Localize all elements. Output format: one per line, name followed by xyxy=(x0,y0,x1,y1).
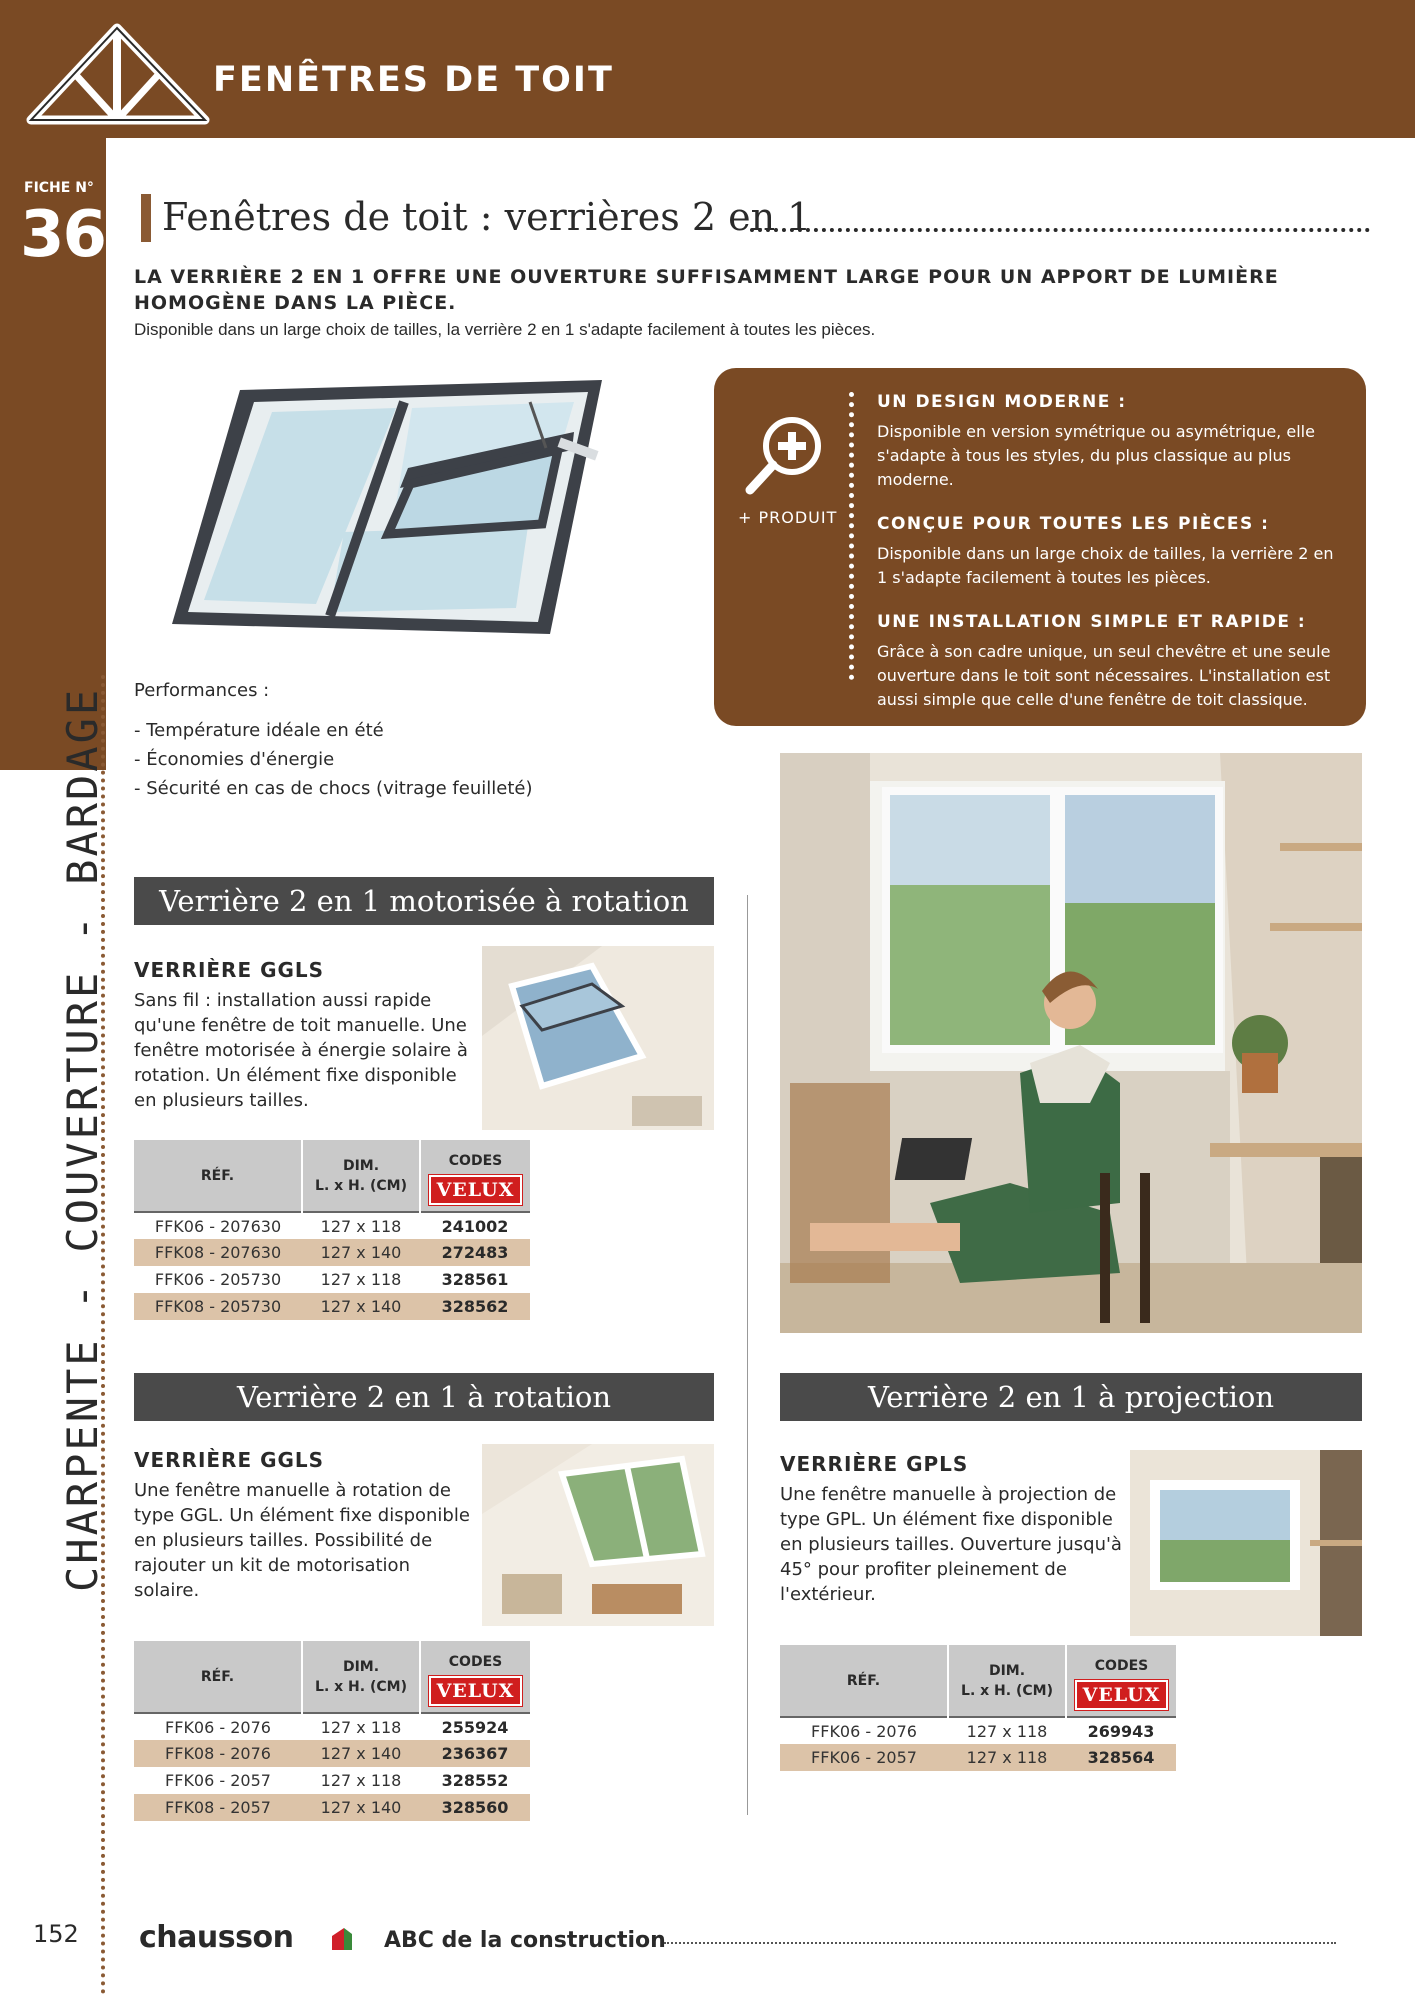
section-bar-rotation: Verrière 2 en 1 à rotation xyxy=(134,1373,714,1421)
category-label: CHARPENTE - COUVERTURE - BARDAGE xyxy=(58,686,107,1592)
product-name: VERRIÈRE GGLS xyxy=(134,1448,325,1472)
velux-logo: VELUX xyxy=(1075,1680,1169,1710)
product-description: Sans fil : installation aussi rapide qu'une fenêtre de toit manuelle. Une fenêtre motorisée à énergie solaire à rotation. Un élément fixe disponible en plusieurs tailles. xyxy=(134,990,468,1111)
produit-text: Disponible dans un large choix de tailles, la verrière 2 en 1 s'adapte facilement à toutes les pièces. xyxy=(877,544,1334,587)
produit-text: Grâce à son cadre unique, un seul chevêtre et une seule ouverture dans le toit sont nécessaires. L'installation est aussi simple que celle d'une fenêtre de toit classique. xyxy=(877,642,1331,709)
footer-leader-dots xyxy=(664,1942,1336,1944)
table-row: FFK08 - 2076 127 x 140 236367 xyxy=(134,1740,530,1767)
col-header-dim: DIM. L. x H. (CM) xyxy=(948,1645,1066,1717)
table-row: FFK08 - 207630 127 x 140 272483 xyxy=(134,1239,530,1266)
performances-label: Performances : xyxy=(134,680,270,701)
product-description: Une fenêtre manuelle à projection de type GPL. Un élément fixe disponible en plusieurs tailles. Ouverture jusqu'à 45° pour profiter pleinement de l'extérieur. xyxy=(780,1484,1122,1605)
product-description: Une fenêtre manuelle à rotation de type GGL. Un élément fixe disponible en plusieurs tailles. Possibilité de rajouter un kit de motorisation solaire. xyxy=(134,1480,470,1601)
table-row: FFK06 - 2057 127 x 118 328552 xyxy=(165,1771,509,1790)
fiche-label: FICHE N° xyxy=(24,180,94,196)
product-name: VERRIÈRE GPLS xyxy=(780,1452,969,1476)
page-title: Fenêtres de toit : verrières 2 en 1 xyxy=(162,195,812,239)
table-row: FFK08 - 205730 127 x 140 328562 xyxy=(134,1293,530,1320)
footer-tagline: ABC de la construction xyxy=(384,1928,666,1953)
product-thumbnail xyxy=(482,946,714,1130)
performance-item: - Sécurité en cas de chocs (vitrage feuilleté) xyxy=(134,778,533,799)
col-header-codes: CODES VELUX xyxy=(420,1140,530,1212)
table-row: FFK06 - 207630 127 x 118 241002 xyxy=(134,1212,530,1239)
produit-heading: UNE INSTALLATION SIMPLE ET RAPIDE : xyxy=(877,612,1307,632)
room-photo xyxy=(780,753,1362,1333)
section-bar-motorisee: Verrière 2 en 1 motorisée à rotation xyxy=(134,877,714,925)
roof-window-illustration xyxy=(170,372,610,642)
table-row: FFK08 - 2057 127 x 140 328560 xyxy=(134,1794,530,1821)
col-header-dim: DIM. L. x H. (CM) xyxy=(302,1641,420,1713)
velux-logo: VELUX xyxy=(429,1175,523,1205)
col-header-ref: RÉF. xyxy=(780,1645,948,1717)
page-number: 152 xyxy=(33,1920,79,1948)
col-header-dim: DIM. L. x H. (CM) xyxy=(302,1140,420,1212)
produit-divider xyxy=(849,392,854,680)
roof-truss-icon xyxy=(25,22,210,127)
table-row: FFK06 - 2076 127 x 118 269943 xyxy=(780,1717,1176,1744)
produit-heading: CONÇUE POUR TOUTES LES PIÈCES : xyxy=(877,514,1270,534)
product-thumbnail xyxy=(1130,1450,1362,1636)
column-divider xyxy=(747,895,748,1815)
reference-table xyxy=(134,1140,530,1320)
product-thumbnail xyxy=(482,1444,714,1626)
col-header-ref: RÉF. xyxy=(134,1641,302,1713)
performance-item: - Économies d'énergie xyxy=(134,749,335,770)
brand-logo: chausson xyxy=(139,1920,294,1955)
table-row: FFK06 - 205730 127 x 118 328561 xyxy=(154,1270,509,1289)
section-title: FENÊTRES DE TOIT xyxy=(213,60,614,100)
col-header-codes: CODES VELUX xyxy=(420,1641,530,1713)
product-name: VERRIÈRE GGLS xyxy=(134,958,325,982)
title-leader-dots xyxy=(750,228,1370,232)
col-header-codes: CODES VELUX xyxy=(1066,1645,1176,1717)
section-bar-projection: Verrière 2 en 1 à projection xyxy=(780,1373,1362,1421)
magnifier-plus-icon xyxy=(742,412,827,497)
lead-headline: LA VERRIÈRE 2 EN 1 OFFRE UNE OUVERTURE SUFFISAMMENT LARGE POUR UN APPORT DE LUMIÈRE HOMOGÈNE DANS LA PIÈCE. xyxy=(134,266,1279,314)
lead-text: Disponible dans un large choix de tailles, la verrière 2 en 1 s'adapte facilement à toutes les pièces. xyxy=(134,320,876,339)
reference-table xyxy=(134,1641,530,1821)
fiche-number: 36 xyxy=(20,198,106,272)
col-header-ref: RÉF. xyxy=(134,1140,302,1212)
table-row: FFK06 - 2057 127 x 118 328564 xyxy=(780,1744,1176,1771)
title-accent xyxy=(141,194,151,242)
produit-label: + PRODUIT xyxy=(738,508,838,527)
brand-mark-icon xyxy=(332,1928,352,1950)
velux-logo: VELUX xyxy=(429,1676,523,1706)
produit-heading: UN DESIGN MODERNE : xyxy=(877,392,1127,412)
table-row: FFK06 - 2076 127 x 118 255924 xyxy=(134,1713,530,1740)
performance-item: - Température idéale en été xyxy=(134,720,384,741)
reference-table xyxy=(780,1645,1176,1771)
produit-text: Disponible en version symétrique ou asymétrique, elle s'adapte à tous les styles, du plus classique au plus moderne. xyxy=(877,422,1315,489)
